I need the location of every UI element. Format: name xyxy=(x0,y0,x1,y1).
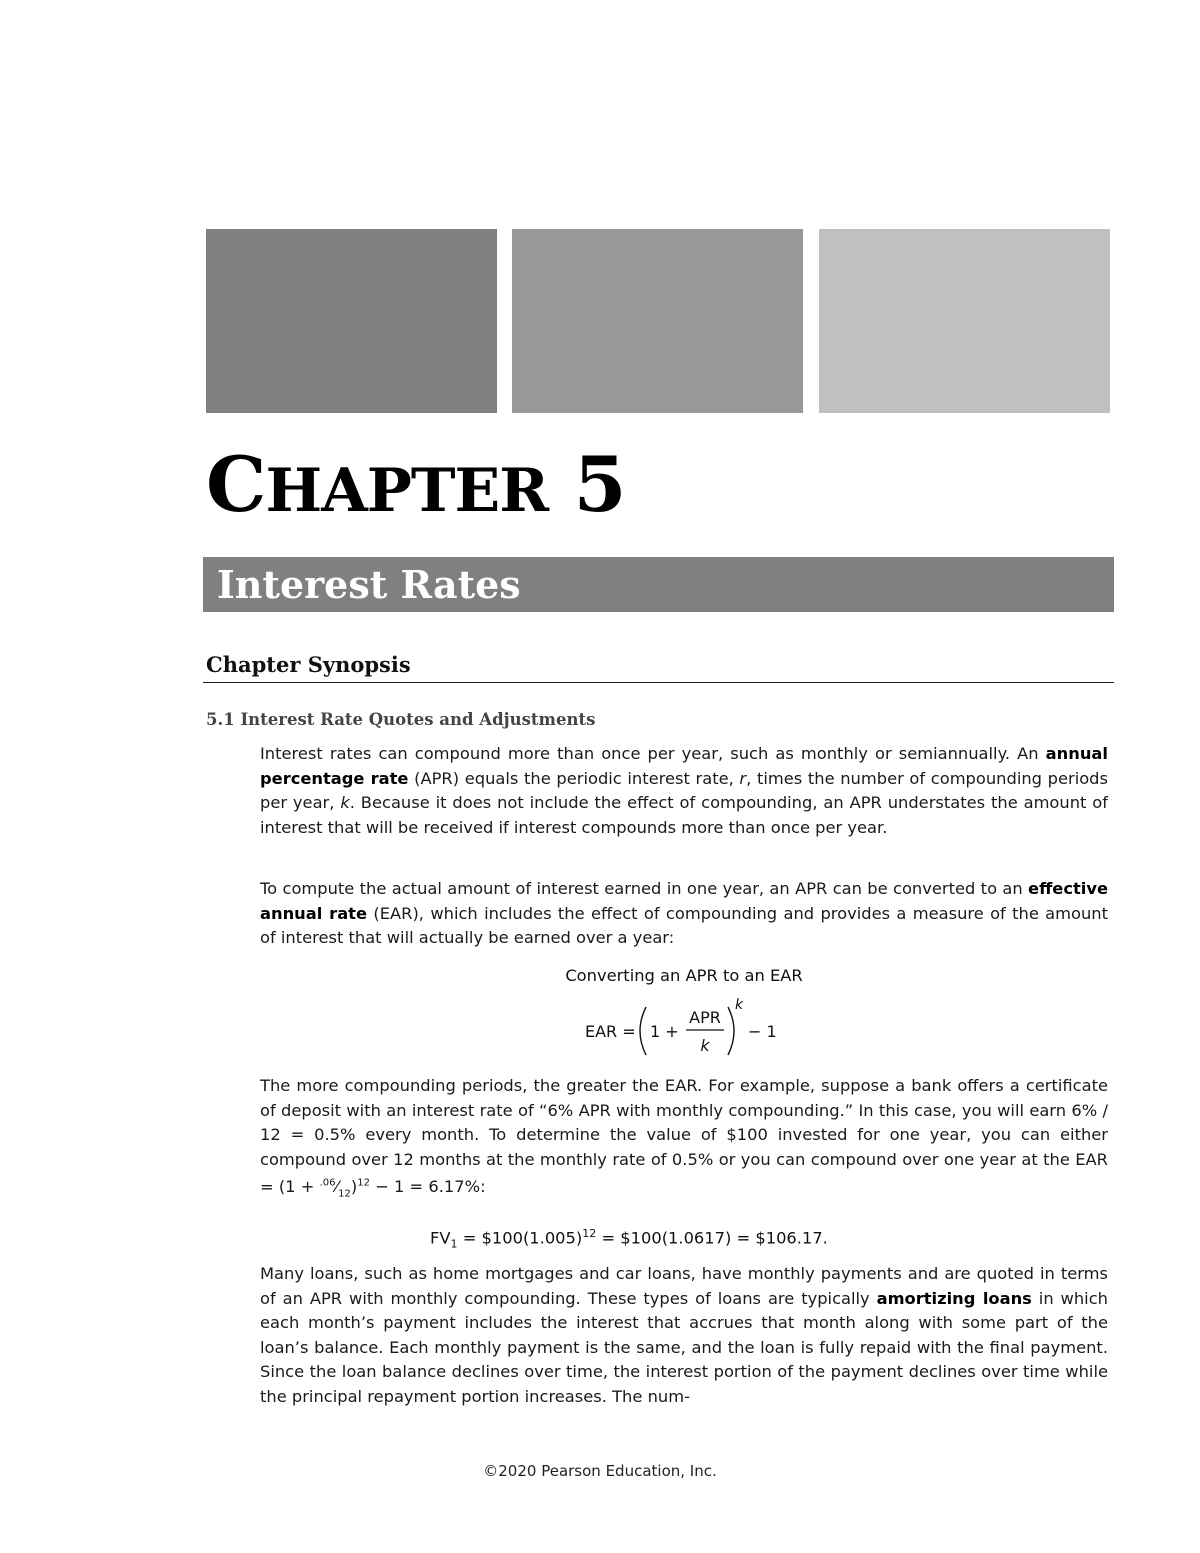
paragraph-ear xyxy=(260,877,1108,951)
p3-text: The more compounding periods, the greater the EAR. For example, suppose a bank offers a certificate of deposit with an interest rate of “6% APR with monthly compounding.” In this case, you will earn 6% / 12 = 0.5% every month. To determine the value of $100 invested for one year, you can either compound over 12 months at the monthly rate of 0.5% or you can compound over one year at the EAR = xyxy=(260,1076,1108,1197)
chapter-number: 5 xyxy=(573,440,626,529)
decorative-block-dark xyxy=(206,229,497,413)
eq-denominator: k xyxy=(700,1036,710,1055)
p1-text-2: (APR) equals the periodic interest rate, xyxy=(408,768,740,788)
synopsis-heading: Chapter Synopsis xyxy=(206,652,411,677)
fv-exponent: 12 xyxy=(582,1227,597,1240)
inline-slash: ⁄ xyxy=(335,1177,339,1197)
decorative-block-medium xyxy=(512,229,803,413)
footer-copyright: ©2020 Pearson Education, Inc. xyxy=(483,1462,717,1480)
paragraph-apr xyxy=(260,742,1108,840)
inline-open: (1 + xyxy=(278,1177,320,1197)
term-amortizing-loans: amortizing loans xyxy=(876,1288,1032,1308)
chapter-title: Interest Rates xyxy=(217,562,521,607)
fv-symbol: FV xyxy=(430,1228,451,1248)
inline-exponent: 12 xyxy=(357,1178,370,1189)
p1-text-4: . Because it does not include the effect of compounding, an APR understates the amount of interest that will be received if interest compounds more than once per year. xyxy=(260,793,1108,837)
chapter-label-rest: HAPTER xyxy=(265,456,549,526)
inline-numerator: .06 xyxy=(319,1178,336,1189)
inline-ear-formula xyxy=(278,1177,486,1200)
term-annual-percentage-rate: annual percentage rate xyxy=(260,744,1108,788)
eq-left-paren xyxy=(640,1007,646,1055)
p4-text-1: Many loans, such as home mortgages and car loans, have monthly payments and are quoted in terms of an APR with monthly compounding. These types of loans are typically xyxy=(260,1264,1108,1308)
fv-part-1: = $100(1.005) xyxy=(457,1228,583,1248)
p1-text-3: , times the number of compounding periods per year, xyxy=(260,768,1108,812)
fv-equation xyxy=(430,1220,910,1259)
term-effective-annual-rate: effective annual rate xyxy=(260,879,1108,923)
chapter-title-band xyxy=(203,557,1114,612)
synopsis-divider xyxy=(203,682,1114,683)
equation-caption: Converting an APR to an EAR xyxy=(565,966,803,985)
fv-subscript: 1 xyxy=(450,1237,458,1251)
p1-text-1: Interest rates can compound more than once per year, such as monthly or semiannually. An xyxy=(260,744,1046,763)
eq-lhs: EAR = xyxy=(585,1022,636,1041)
p2-text-2: (EAR), which includes the effect of compounding and provides a measure of the amount of interest that will actually be earned over a year: xyxy=(260,903,1108,947)
chapter-label-initial: C xyxy=(206,440,266,529)
inline-tail: − 1 = 6.17%: xyxy=(370,1177,486,1197)
variable-r: r xyxy=(739,768,747,788)
decorative-block-light xyxy=(819,229,1110,413)
p2-text-1: To compute the actual amount of interest earned in one year, an APR can be converted to an xyxy=(260,879,1029,898)
eq-exponent: k xyxy=(735,997,744,1013)
paragraph-example xyxy=(260,1074,1108,1207)
section-heading: 5.1 Interest Rate Quotes and Adjustments xyxy=(206,710,596,729)
eq-one-plus: 1 + xyxy=(650,1022,679,1041)
paragraph-amortizing-loans xyxy=(260,1262,1108,1409)
eq-right-paren xyxy=(728,1007,734,1055)
eq-numerator: APR xyxy=(689,1008,721,1027)
inline-close: ) xyxy=(350,1177,358,1197)
fv-part-2: = $100(1.0617) = $106.17. xyxy=(596,1228,828,1248)
eq-tail: − 1 xyxy=(748,1022,777,1041)
p4-text-2: in which each month’s payment includes the interest that accrues that month along with some part of the loan’s balance. Each monthly payment is the same, and the loan is fully repaid with the final payment. Since the loan balance declines over time, the interest portion of the payment declines over time while the principal repayment portion increases. The num- xyxy=(260,1288,1108,1406)
inline-denominator: 12 xyxy=(338,1188,351,1200)
chapter-label xyxy=(206,440,625,536)
ear-equation xyxy=(560,995,800,1065)
variable-k: k xyxy=(340,793,350,812)
